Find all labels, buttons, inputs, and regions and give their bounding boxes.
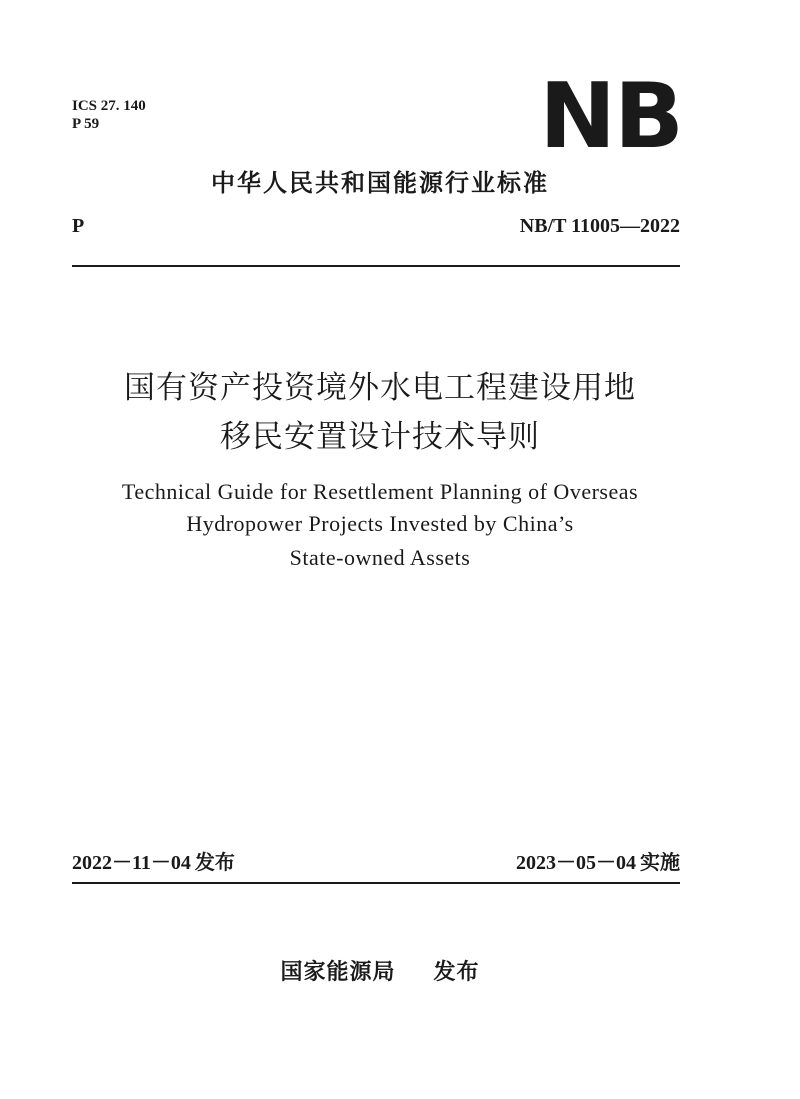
implementation-date-label: 实施: [640, 850, 680, 874]
english-title-line-1: Technical Guide for Resettlement Planning of Overseas: [121, 479, 639, 504]
p-mark: P: [72, 215, 85, 237]
chinese-title-line-2: 移民安置设计技术导则: [220, 419, 540, 454]
issue-date-label: 发布: [194, 850, 235, 874]
ics-code: ICS 27. 140: [72, 98, 146, 114]
issuer-line: [0, 958, 760, 988]
issue-date: [72, 848, 235, 877]
implementation-date: [516, 848, 680, 877]
classification-code: P 59: [72, 116, 100, 132]
issue-date-value: 2022－11－04: [72, 852, 191, 874]
english-title-line-3: State-owned Assets: [289, 545, 471, 570]
issuer-label: 发布: [433, 960, 480, 985]
chinese-title-line-1: 国有资产投资境外水电工程建设用地: [124, 370, 636, 405]
standard-category: 中华人民共和国能源行业标准: [211, 169, 549, 197]
bottom-divider: [72, 882, 680, 884]
issuer-name: 国家能源局: [280, 960, 396, 985]
nb-logo: NB: [539, 64, 682, 169]
standard-number: NB/T 11005—2022: [519, 215, 680, 237]
top-divider: [72, 265, 680, 267]
implementation-date-value: 2023－05－04: [516, 852, 636, 874]
english-title-line-2: Hydropower Projects Invested by China’s: [186, 511, 574, 536]
